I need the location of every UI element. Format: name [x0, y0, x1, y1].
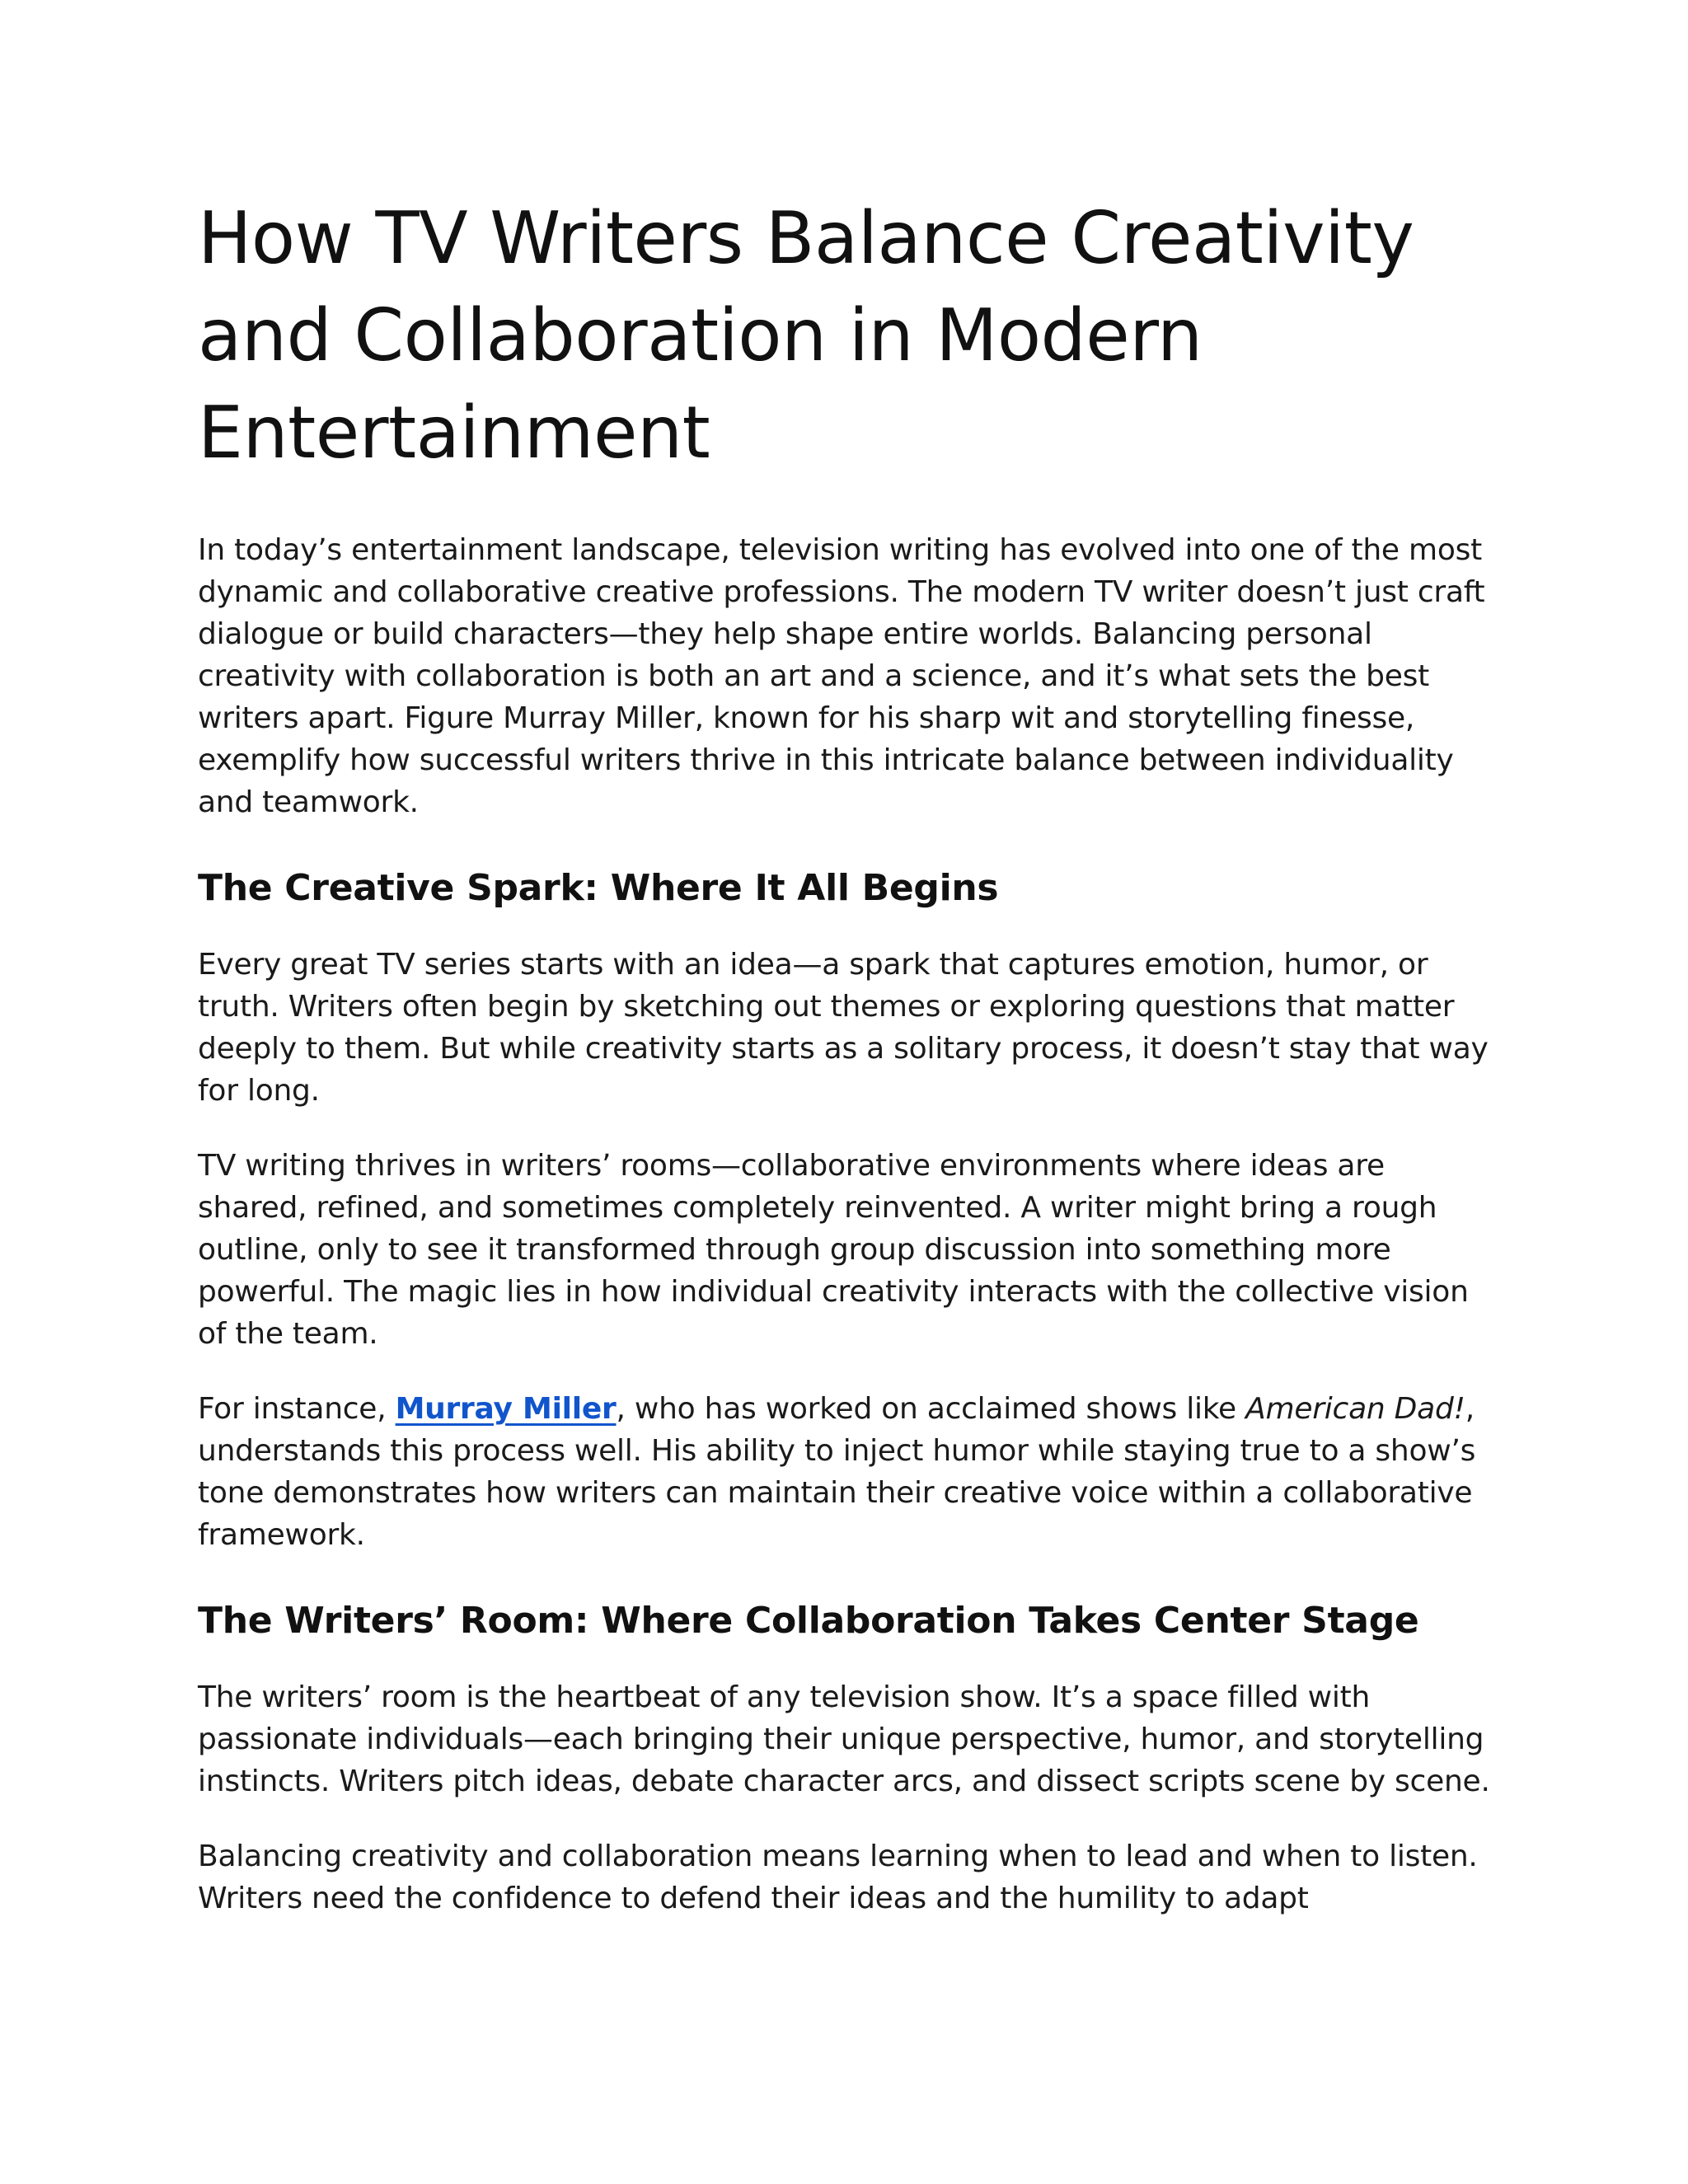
writers-room-paragraph-1: The writers’ room is the heartbeat of any television show. It’s a space filled with passionate individuals—each bringing their unique perspective, humor, and storytelling instincts. Writers pitch ideas, debate character arcs, and dissect scripts scene by scene.	[198, 1680, 1490, 1798]
section-heading-creative-spark: The Creative Spark: Where It All Begins	[198, 867, 999, 909]
creative-spark-paragraph-2: TV writing thrives in writers’ rooms—collaborative environments where ideas are shared, refined, and sometimes completely reinvented. A writer might bring a rough outline, only to see it transformed through group discussion into something more powerful. The magic lies in how individual creativity interacts with the collective vision of the team.	[198, 1149, 1469, 1351]
creative-spark-paragraph-3	[198, 1388, 1500, 1556]
intro-paragraph: In today’s entertainment landscape, television writing has evolved into one of the most dynamic and collaborative creative professions. The modern TV writer doesn’t just craft dialogue or build characters—they help shape entire worlds. Balancing personal creativity with collaboration is both an art and a science, and it’s what sets the best writers apart. Figure Murray Miller, known for his sharp wit and storytelling finesse, exemplify how successful writers thrive in this intricate balance between individuality and teamwork.	[198, 533, 1485, 819]
article-title: How TV Writers Balance Creativity and Collaboration in Modern Entertainment	[198, 196, 1414, 475]
paragraph-text: , understands this process well. His ability to inject humor while staying true to a show’s tone demonstrates how writers can maintain their creative voice within a collaborative framework.	[198, 1392, 1476, 1552]
paragraph-text: For instance,	[198, 1392, 396, 1426]
show-title-italic: American Dad!	[1245, 1392, 1465, 1426]
writers-room-paragraph-2: Balancing creativity and collaboration means learning when to lead and when to listen. Writers need the confidence to defend their ideas and the humility to adapt	[198, 1840, 1478, 1915]
section-heading-writers-room: The Writers’ Room: Where Collaboration Takes Center Stage	[198, 1600, 1419, 1642]
creative-spark-paragraph-1: Every great TV series starts with an idea—a spark that captures emotion, humor, or truth. Writers often begin by sketching out themes or exploring questions that matter deeply to them. But while creativity starts as a solitary process, it doesn’t stay that way for long.	[198, 948, 1489, 1108]
document-page	[198, 190, 1500, 1952]
murray-miller-link[interactable]: Murray Miller	[395, 1392, 617, 1426]
paragraph-text: , who has worked on acclaimed shows like	[616, 1392, 1246, 1426]
